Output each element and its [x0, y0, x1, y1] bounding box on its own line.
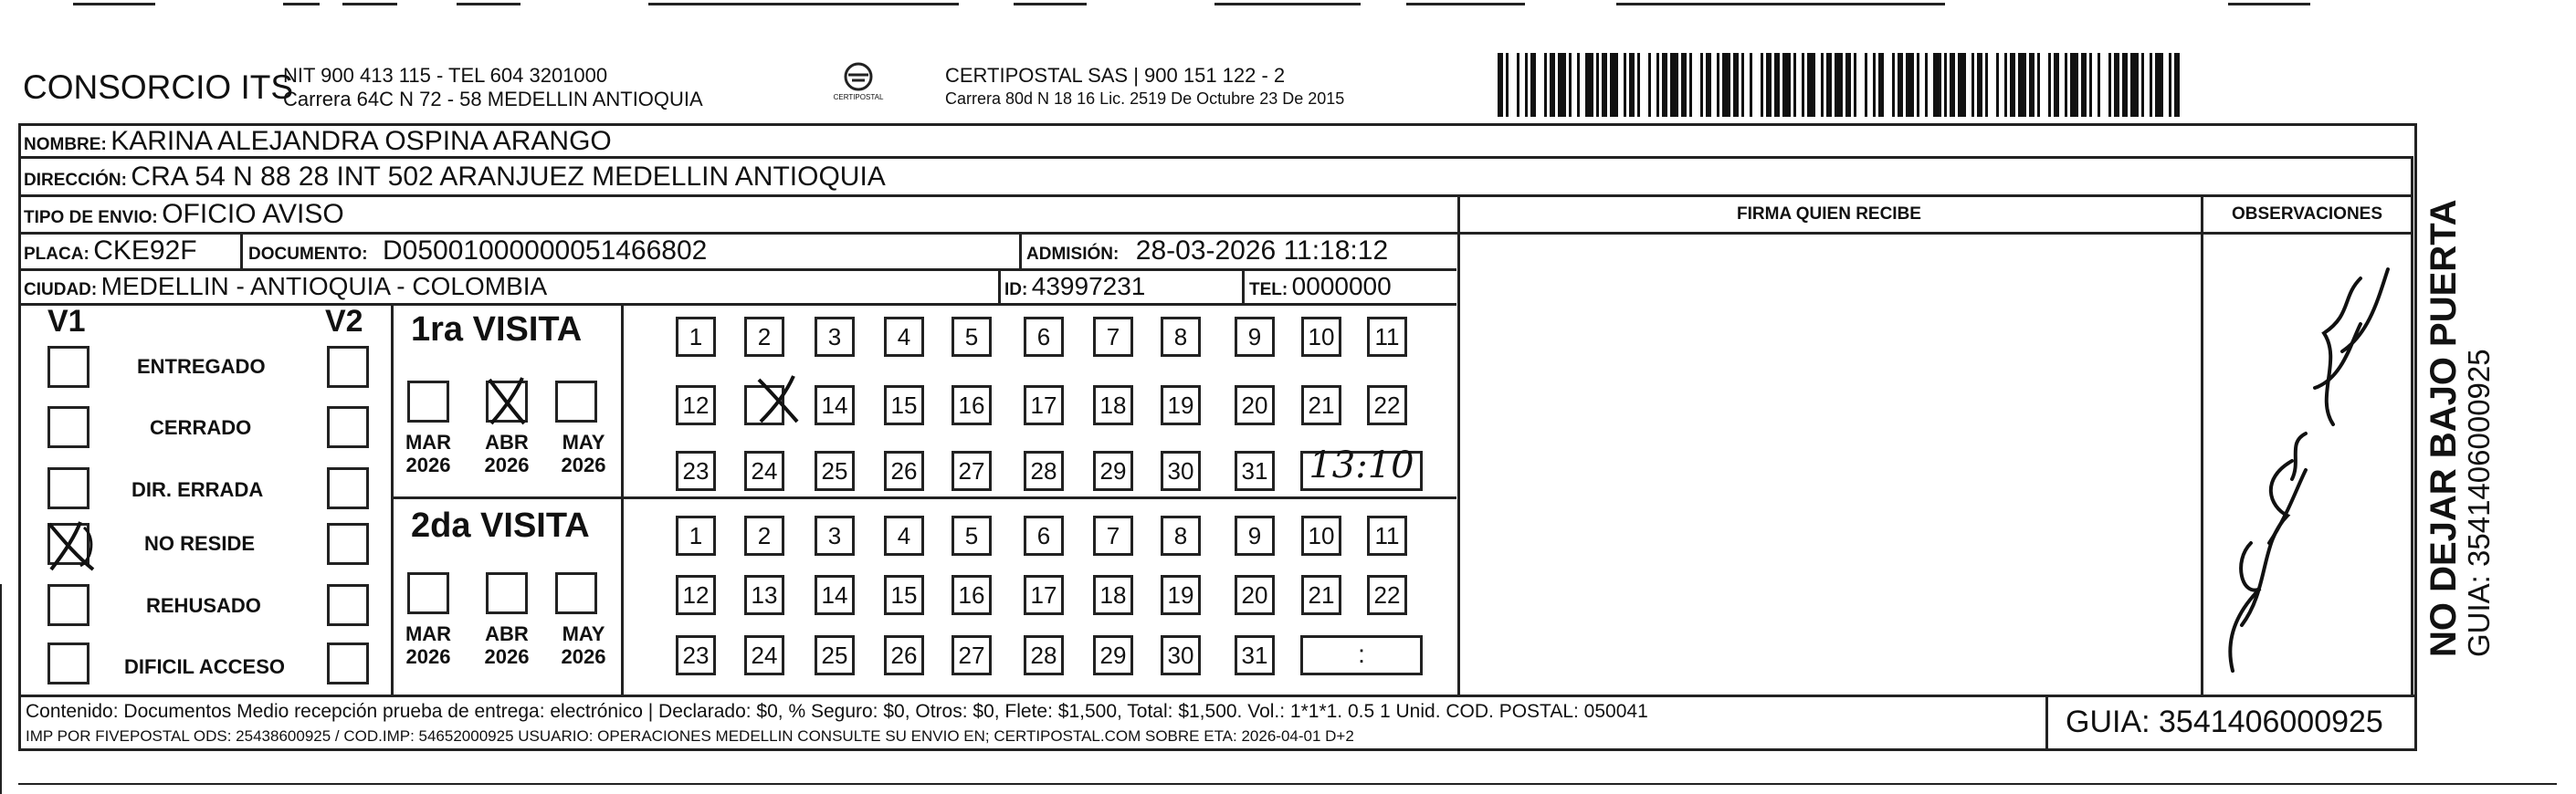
visit2-day-2[interactable]: 2 [744, 516, 784, 556]
v1-checkbox-entregado[interactable] [47, 346, 89, 388]
visit2-day-26[interactable]: 26 [884, 635, 924, 675]
tipo-envio-value: OFICIO AVISO [162, 199, 344, 229]
v2-checkbox-no-reside[interactable] [327, 523, 369, 565]
visit1-day-5[interactable]: 5 [952, 317, 992, 357]
visit2-day-15[interactable]: 15 [884, 575, 924, 615]
v2-checkbox-entregado[interactable] [327, 346, 369, 388]
tipo-envio-label: TIPO DE ENVIO: [24, 208, 158, 227]
documento-value: D05001000000051466802 [383, 235, 708, 266]
logo-text: CERTIPOSTAL [833, 93, 884, 101]
visit2-day-5[interactable]: 5 [952, 516, 992, 556]
v2-checkbox-cerrado[interactable] [327, 406, 369, 448]
visit1-day-23[interactable]: 23 [676, 451, 716, 491]
visit2-day-22[interactable]: 22 [1367, 575, 1407, 615]
visit2-day-17[interactable]: 17 [1024, 575, 1064, 615]
v2-checkbox-dir-errada[interactable] [327, 467, 369, 509]
visit2-day-8[interactable]: 8 [1161, 516, 1201, 556]
visit2-day-27[interactable]: 27 [952, 635, 992, 675]
v2-header: V2 [325, 304, 363, 339]
visit1-month-abr: ABR 2026 [484, 431, 530, 476]
visit1-day-12[interactable]: 12 [676, 385, 716, 425]
visit1-day-4[interactable]: 4 [884, 317, 924, 357]
visit1-day-7[interactable]: 7 [1093, 317, 1133, 357]
visit2-day-31[interactable]: 31 [1235, 635, 1275, 675]
direccion-label: DIRECCIÓN: [24, 171, 127, 190]
nombre-label: NOMBRE: [24, 135, 107, 154]
visit2-day-29[interactable]: 29 [1093, 635, 1133, 675]
tel-label: TEL: [1249, 280, 1288, 299]
company-address: Carrera 64C N 72 - 58 MEDELLIN ANTIOQUIA [283, 88, 703, 110]
visit2-day-20[interactable]: 20 [1235, 575, 1275, 615]
visit1-day-8[interactable]: 8 [1161, 317, 1201, 357]
bottom-edge-line [18, 783, 2557, 785]
visit2-day-12[interactable]: 12 [676, 575, 716, 615]
tel-value: 0000000 [1291, 272, 1392, 300]
certipostal-logo [831, 62, 886, 108]
visit1-month-mark-icon [480, 372, 533, 432]
visit1-day-18[interactable]: 18 [1093, 385, 1133, 425]
visit2-day-14[interactable]: 14 [815, 575, 855, 615]
v1-checkbox-cerrado[interactable] [47, 406, 89, 448]
documento-label: DOCUMENTO: [248, 245, 368, 264]
visit2-day-23[interactable]: 23 [676, 635, 716, 675]
barcode [1498, 53, 2182, 117]
side-warning-title: NO DEJAR BAJO PUERTA [2424, 199, 2464, 657]
company-nit: NIT 900 413 115 - TEL 604 3201000 [283, 64, 608, 87]
visit1-day-17[interactable]: 17 [1024, 385, 1064, 425]
v2-checkbox-rehusado[interactable] [327, 584, 369, 626]
visit2-day-9[interactable]: 9 [1235, 516, 1275, 556]
visit1-month-may: MAY 2026 [561, 431, 606, 476]
visit2-day-10[interactable]: 10 [1301, 516, 1341, 556]
visit2-title: 2da VISITA [411, 507, 590, 545]
visit2-day-25[interactable]: 25 [815, 635, 855, 675]
visit1-day-29[interactable]: 29 [1093, 451, 1133, 491]
visit1-day-20[interactable]: 20 [1235, 385, 1275, 425]
visit2-month-may: MAY 2026 [561, 622, 606, 668]
left-edge-line [0, 584, 2, 794]
ciudad-label: CIUDAD: [24, 280, 98, 299]
observaciones-header: OBSERVACIONES [2231, 204, 2383, 224]
visit1-day-16[interactable]: 16 [952, 385, 992, 425]
visit1-day-28[interactable]: 28 [1024, 451, 1064, 491]
placa-value: CKE92F [93, 235, 197, 266]
visit1-month-mar-checkbox[interactable] [407, 381, 449, 423]
admision-value: 28-03-2026 11:18:12 [1135, 235, 1389, 266]
id-label: ID: [1004, 280, 1028, 299]
tipo-envio-field [24, 199, 344, 230]
nombre-value: KARINA ALEJANDRA OSPINA ARANGO [110, 126, 612, 156]
footer-contenido: Contenido: Documentos Medio recepción prueba de entrega: electrónico | Declarado: $0, % Seguro: $0, Otros: $0, Flete: $1,500, Total: $1,500. Vol.: 1*1*1. 0.5 1 Unid. COD. POSTAL: 050041 [26, 701, 1648, 722]
visit1-time-box[interactable] [1300, 444, 1423, 491]
v1-checkbox-dificil-acceso[interactable] [47, 643, 89, 684]
side-warning [2424, 110, 2496, 657]
visit2-day-19[interactable]: 19 [1161, 575, 1201, 615]
visit1-day-6[interactable]: 6 [1024, 317, 1064, 357]
visit2-month-may-checkbox[interactable] [555, 572, 597, 614]
visit2-month-abr-checkbox[interactable] [486, 572, 528, 614]
visit2-day-24[interactable]: 24 [744, 635, 784, 675]
visit2-month-mar-checkbox[interactable] [407, 572, 449, 614]
visit1-day-21[interactable]: 21 [1301, 385, 1341, 425]
visit1-month-mar: MAR 2026 [405, 431, 452, 476]
visit1-day-11[interactable]: 11 [1367, 317, 1407, 357]
visit1-day-31[interactable]: 31 [1235, 451, 1275, 491]
observaciones-handwriting [2205, 242, 2406, 680]
documento-field [248, 235, 707, 266]
visit2-time-value: : [1358, 640, 1365, 668]
status-label-dir-errada: DIR. ERRADA [131, 478, 264, 501]
footer-guia: GUIA: 3541406000925 [2066, 705, 2383, 739]
id-value: 43997231 [1031, 272, 1146, 300]
visit1-day-24[interactable]: 24 [744, 451, 784, 491]
direccion-field [24, 162, 886, 193]
v1-checkbox-dir-errada[interactable] [47, 467, 89, 509]
certipostal-license: Carrera 80d N 18 16 Lic. 2519 De Octubre 23 De 2015 [945, 89, 1345, 108]
visit1-day-26[interactable]: 26 [884, 451, 924, 491]
admision-label: ADMISIÓN: [1026, 245, 1120, 264]
visit1-day-14[interactable]: 14 [815, 385, 855, 425]
visit1-day-15[interactable]: 15 [884, 385, 924, 425]
visit2-day-4[interactable]: 4 [884, 516, 924, 556]
visit1-day-2[interactable]: 2 [744, 317, 784, 357]
top-scan-marks [0, 0, 2576, 9]
visit2-day-7[interactable]: 7 [1093, 516, 1133, 556]
visit1-day-27[interactable]: 27 [952, 451, 992, 491]
visit1-day-1[interactable]: 1 [676, 317, 716, 357]
tel-field [1249, 272, 1392, 301]
v1-header: V1 [47, 304, 86, 339]
visit2-time-box[interactable] [1300, 635, 1423, 675]
placa-label: PLACA: [24, 245, 89, 264]
visit2-day-3[interactable]: 3 [815, 516, 855, 556]
visit1-title: 1ra VISITA [411, 310, 583, 349]
visit2-month-abr: ABR 2026 [484, 622, 530, 668]
visit2-day-18[interactable]: 18 [1093, 575, 1133, 615]
visit1-month-may-checkbox[interactable] [555, 381, 597, 423]
visit2-day-28[interactable]: 28 [1024, 635, 1064, 675]
visit1-day-3[interactable]: 3 [815, 317, 855, 357]
visit2-day-1[interactable]: 1 [676, 516, 716, 556]
visit1-time-value: 13:10 [1309, 444, 1414, 486]
visit1-day-mark-icon [753, 372, 804, 430]
ciudad-field [24, 272, 547, 301]
visit1-day-19[interactable]: 19 [1161, 385, 1201, 425]
visit2-day-21[interactable]: 21 [1301, 575, 1341, 615]
v1-checkbox-rehusado[interactable] [47, 584, 89, 626]
status-label-no-reside: NO RESIDE [144, 532, 256, 555]
visit2-month-mar: MAR 2026 [405, 622, 452, 668]
status-label-rehusado: REHUSADO [146, 594, 261, 617]
direccion-value: CRA 54 N 88 28 INT 502 ARANJUEZ MEDELLIN ANTIOQUIA [131, 162, 886, 192]
footer-imp: IMP POR FIVEPOSTAL ODS: 25438600925 / COD.IMP: 54652000925 USUARIO: OPERACIONES MEDELLIN CONSULTE SU ENVIO EN; CERTIPOSTAL.COM SOBRE ETA: 2026-04-01 D+2 [26, 727, 1354, 745]
visit1-day-25[interactable]: 25 [815, 451, 855, 491]
visit2-day-30[interactable]: 30 [1161, 635, 1201, 675]
visit2-day-13[interactable]: 13 [744, 575, 784, 615]
visit1-day-30[interactable]: 30 [1161, 451, 1201, 491]
visit1-day-10[interactable]: 10 [1301, 317, 1341, 357]
nombre-field [24, 126, 612, 157]
visit1-day-22[interactable]: 22 [1367, 385, 1407, 425]
admision-field [1026, 235, 1388, 266]
company-name: CONSORCIO ITS [23, 68, 294, 106]
v2-checkbox-dificil-acceso[interactable] [327, 643, 369, 684]
visit2-day-6[interactable]: 6 [1024, 516, 1064, 556]
visit2-day-11[interactable]: 11 [1367, 516, 1407, 556]
status-label-dificil-acceso: DIFICIL ACCESO [124, 655, 286, 678]
visit1-day-9[interactable]: 9 [1235, 317, 1275, 357]
side-guia: GUIA: 3541406000925 [2462, 349, 2496, 657]
status-label-entregado: ENTREGADO [137, 355, 266, 378]
visit2-day-16[interactable]: 16 [952, 575, 992, 615]
status-label-cerrado: CERRADO [150, 416, 252, 439]
ciudad-value: MEDELLIN - ANTIOQUIA - COLOMBIA [100, 272, 548, 300]
certipostal-info: CERTIPOSTAL SAS | 900 151 122 - 2 [945, 64, 1286, 87]
id-field [1004, 272, 1145, 301]
firma-header: FIRMA QUIEN RECIBE [1737, 204, 1921, 224]
placa-field [24, 235, 197, 266]
check-mark-icon [42, 517, 99, 578]
